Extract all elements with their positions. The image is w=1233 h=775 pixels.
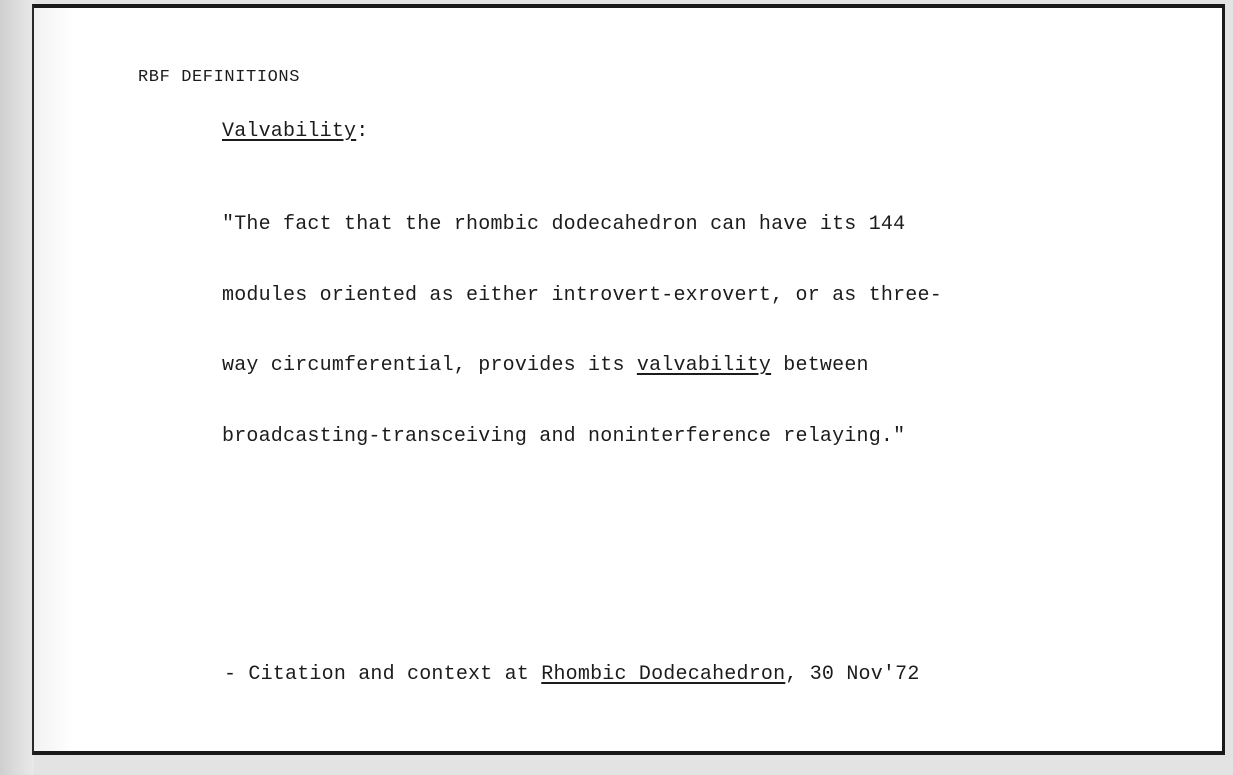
quote-line-2: modules oriented as either introvert-exrovert, or as three-: [222, 283, 942, 307]
term-colon: :: [356, 120, 369, 143]
card-shadow: [34, 8, 74, 751]
card-header: RBF DEFINITIONS: [138, 68, 301, 87]
citation-link[interactable]: Rhombic Dodecahedron: [541, 663, 786, 686]
quote-line-3-start: way circumferential, provides its: [222, 354, 637, 377]
definition-term: [222, 120, 368, 143]
citation-date: , 30 Nov'72: [785, 663, 920, 686]
definition-card: [32, 4, 1225, 755]
term-label: Valvability: [222, 120, 357, 143]
quote-line-1: "The fact that the rhombic dodecahedron can have its 144: [222, 213, 906, 236]
quote-line-3-end: between: [771, 354, 869, 377]
definition-quote: [222, 166, 942, 495]
quote-line-4: broadcasting-transceiving and noninterference relaying.": [222, 424, 906, 448]
citation-line: [224, 663, 920, 686]
quote-term-underlined: valvability: [636, 354, 772, 377]
citation-prefix: - Citation and context at: [224, 663, 542, 686]
quote-line-3: [222, 354, 942, 378]
page-margin-strip: [0, 0, 34, 775]
